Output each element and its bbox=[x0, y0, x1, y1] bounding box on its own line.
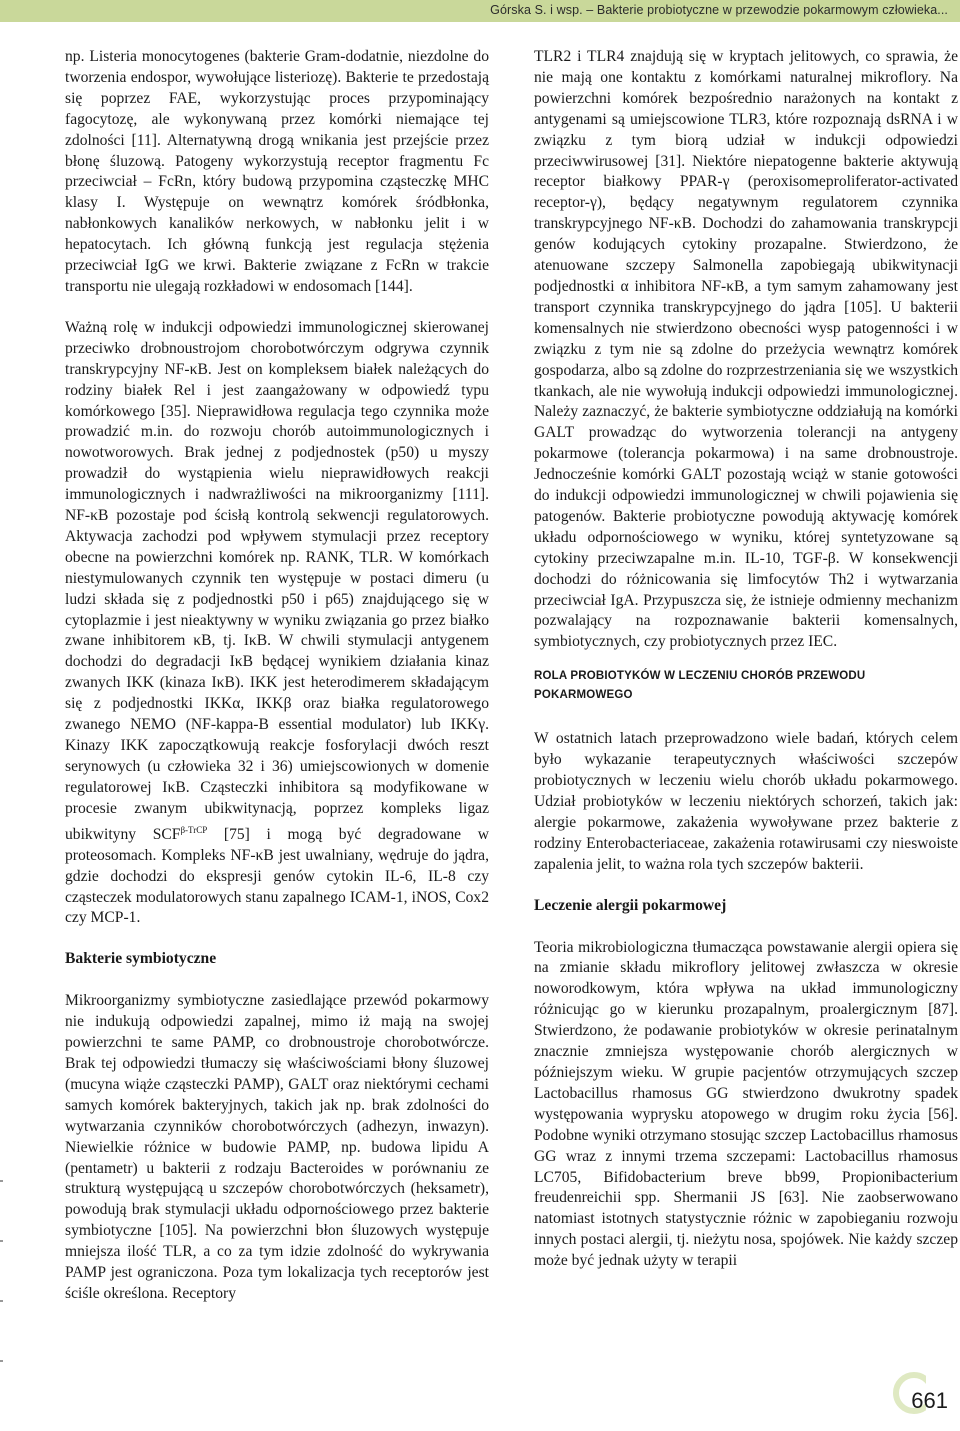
left-paragraph-3: Mikroorganizmy symbiotyczne zasiedlające przewód pokarmowy nie indukują odpowiedzi zapalnej, mimo iż mają na swojej powierzchni te same PAMP, co drobnoustroje chorobotwórcze. Brak tej odpowiedzi tłumaczy się właściwościami błony śluzowej (mucyna wiąże cząsteczki PAMP), GALT oraz niektórymi cechami samych komórek bakteryjnych, takich jak np. brak zdolności do wytwarzania czynników chorobotwórczych (adhezyn, inwazyn). Niewielkie różnice w budowie PAMP, np. budowa lipidu A (pentametr) u bakterii z rodzaju Bacteroides w porównaniu ze strukturą występującą u szczepów chorobotwórczych (heksametr), powodują brak stymulacji układu odpornościowego przez bakterie symbiotyczne [105]. Na powierzchni błon śluzowych występuje mniejsza ilość TLR, a co za tym idzie zdolność do wykrywania PAMP jest ograniczona. Poza tym lokalizacja tych receptorów jest ściśle określona. Receptory bbox=[65, 992, 489, 1302]
running-header-band bbox=[0, 0, 960, 22]
running-title: Górska S. i wsp. – Bakterie probiotyczne w przewodzie pokarmowym człowieka... bbox=[490, 3, 948, 17]
heading-symbiotic-bacteria: Bakterie symbiotyczne bbox=[65, 950, 217, 968]
nfkb-text: Ważną rolę w indukcji odpowiedzi immunologicznej skierowanej przeciwko drobnoustrojom chorobotwórczym odgrywa czynnik transkrypcyjny NF-κB. Jest on kompleksem białek należących do rodziny białek Rel i jest zaangażowany w odpowiedź typu komórkowego [35]. Nieprawidłowa regulacja tego czynnika może prowadzić m.in. do rozwoju chorób autoimmunologicznych i nowotworowych. Brak jednej z podjednostek (p50) u myszy prowadził do wystąpienia wielu nieprawidłowych reakcji immunologicznych i nadwrażliwości na mikroorganizmy [111]. NF-κB pozostaje pod ścisłą kontrolą sekwencji regulatorowych. Aktywacja zachodzi pod wpływem stymulacji przez receptory obecne na powierzchni komórek np. RANK, TLR. W komórkach niestymulowanych czynnik ten występuje w postaci dimeru (u ludzi składa się z podjednostki p50 i p65) znajdującego się w cytoplazmie i jest nieaktywny w wyniku związania go przez białko zwane inhibitorem κB, tj. IκB. W chwili stymulacji antygenem dochodzi do degradacji IκB będącej wynikiem działania kinaz zwanych IKK (kinaza IκB). IKK jest heterodimerem składającym się z podjednostki IKKα, IKKβ oraz białka regulatorowego zwanego NEMO (NF-kappa-B essential modulator) lub IKKγ. Kinazy IKK zapoczątkowują reakcje fosforylacji dwóch reszt serynowych (u człowieka 32 i 36) umiejscowionych w domenie regulatorowej IκB. Cząsteczki inhibitora są modyfikowane w procesie zwanym ubikwitynacją, poprzez kompleks ligaz ubikwityny SCF bbox=[65, 318, 489, 843]
right-paragraph-2: W ostatnich latach przeprowadzono wiele badań, których celem było wykazanie terapeutycznych właściwości szczepów probiotycznych w leczeniu wielu chorób układu pokarmowego. Udział probiotyków w leczeniu niektórych schorzeń, takich jak: alergie pokarmowe, zakażenia wywoływane przez bakterie z rodziny Enterobacteriaceae, zakażenia rotawirusami czy nieswoiste zapalenia jelit, to ważna rola tych szczepów bakterii. bbox=[534, 730, 958, 873]
page-number: 661 bbox=[911, 1388, 948, 1413]
right-paragraph-3: Teoria mikrobiologiczna tłumacząca powstawanie alergii opiera się na zmianie składu mikroflory jelitowej zwłaszcza w okresie noworodkowym, która wpływa na układ immunologiczny różnicując go w kierunku prozapalnym, proalergicznym [87]. Stwierdzono, że podawanie probiotyków w okresie perinatalnym znacznie zmniejsza występowanie chorób alergicznych w późniejszym wieku. W grupie pacjentów otrzymujących szczep Lactobacillus rhamosus GG stwierdzono dwukrotny spadek występowania wyprysku atopowego w drugim roku życia [56]. Podobne wyniki otrzymano stosując szczep Lactobacillus rhamosus GG wraz z innymi trzema szczepami: Lactobacillus rhamosus LC705, Bifidobacterium breve bb99, Propionibacterium freudenreichii spp. Shermanii JS [63]. Nie zaobserwowano natomiast istotnych statystycznie różnic w zapobieganiu rozwoju innych postaci alergii, tj. nieżytu nosa, spojówek. Nie każdy szczep może być jednak użyty w terapii bbox=[534, 938, 958, 1270]
left-column bbox=[65, 47, 489, 1305]
section-heading-probiotics-therapy bbox=[534, 667, 958, 705]
section-heading-line-1: ROLA PROBIOTYKÓW W LECZENIU CHORÓB PRZEWODU bbox=[534, 670, 866, 683]
section-heading-line-2: POKARMOWEGO bbox=[534, 689, 633, 702]
margin-marks bbox=[0, 1180, 4, 1400]
nfkb-text-tail: [75] i mogą być degradowane w proteosomach. Kompleks NF-κB jest uwalniany, wędruje do jądra, gdzie dochodzi do ekspresji genów cytokin IL-6, IL-8 czy cząsteczek modulatorowych stanu zapalnego ICAM-1, iNOS, Cox2 czy MCP-1. bbox=[65, 825, 490, 927]
heading-food-allergy: Leczenie alergii pokarmowej bbox=[534, 896, 727, 914]
left-paragraph-2 bbox=[65, 318, 489, 929]
right-column bbox=[534, 47, 958, 1272]
right-paragraph-1: TLR2 i TLR4 znajdują się w kryptach jelitowych, co sprawia, że nie mają one kontaktu z komórkami naturalnej mikroflory. Na powierzchni komórek bezpośrednio narażonych na kontakt z antygenami są umiejscowione TLR3, które rozpoznają dsRNA i w związku z tym biorą udział w indukcji odpowiedzi przeciwwirusowej [31]. Niektóre niepatogenne bakterie aktywują receptor białkowy PPAR-γ (peroxisomeproliferator-activated receptor-γ), będący negatywnym regulatorem czynnika transkrypcyjnego NF-κB. Dochodzi do zahamowania transkrypcji genów kodujących cytokiny prozapalne. Stwierdzono, że atenuowane szczepy Salmonella zapobiegają ubikwitynacji podjednostki α inhibitora NF-κB, a tym samym zahamowany jest transport czynnika transkrypcyjnego do jądra [105]. U bakterii komensalnych nie stwierdzono obecności wysp patogenności i w związku z tym nie są zdolne do przeżycia wewnątrz komórek gospodarza, albo są zdolne do rozprzestrzeniania się we wszystkich tkankach, ale nie wywołują indukcji odpowiedzi immunologicznej. Należy zaznaczyć, że bakterie symbiotyczne oddziałują na komórki GALT prowadząc do wytworzenia tolerancji na antygeny pokarmowe (tolerancja pokarmowa) i na same drobnoustroje. Jednocześnie komórki GALT pozostają wciąż w stanie gotowości do indukcji odpowiedzi immunologicznej w chwili pojawienia się patogenów. Bakterie probiotyczne powodują aktywację komórek układu odpornościowego w wyniku, której syntetyzowane są cytokiny przeciwzapalne m.in. IL-10, TGF-β. W konsekwencji dochodzi do różnicowania się limfocytów Th2 i wytwarzania przeciwciał IgA. Przypuszcza się, że istnieje odmienny mechanizm pozwalający na rozpoznawanie bakterii komensalnych, symbiotycznych, czy probiotycznych przez IEC. bbox=[534, 48, 958, 651]
scf-superscript: β-TrCP bbox=[180, 824, 208, 835]
left-paragraph-1: np. Listeria monocytogenes (bakterie Gram-dodatnie, niezdolne do tworzenia endospor, wywołujące listeriozę). Bakterie te przedostają się poprzez FAE, wykorzystując proces przypominający fagocytozę, ale wykonywaną przez komórki niemające tej zdolności [11]. Alternatywną drogą wnikania jest przejście przez błonę śluzową. Patogeny wykorzystują receptor fragmentu Fc przeciwciał – FcRn, który budową przypomina cząsteczkę MHC klasy I. Występuje on wewnątrz komórek śródbłonka, nabłonkowych kanalików nerkowych, w nabłonku jelit i w hepatocytach. Ich główną funkcją jest regulacja stężenia przeciwciał IgG we krwi. Bakterie związane z FcRn w trakcie transportu nie ulegają rozkładowi w endosomach [144]. bbox=[65, 48, 489, 295]
